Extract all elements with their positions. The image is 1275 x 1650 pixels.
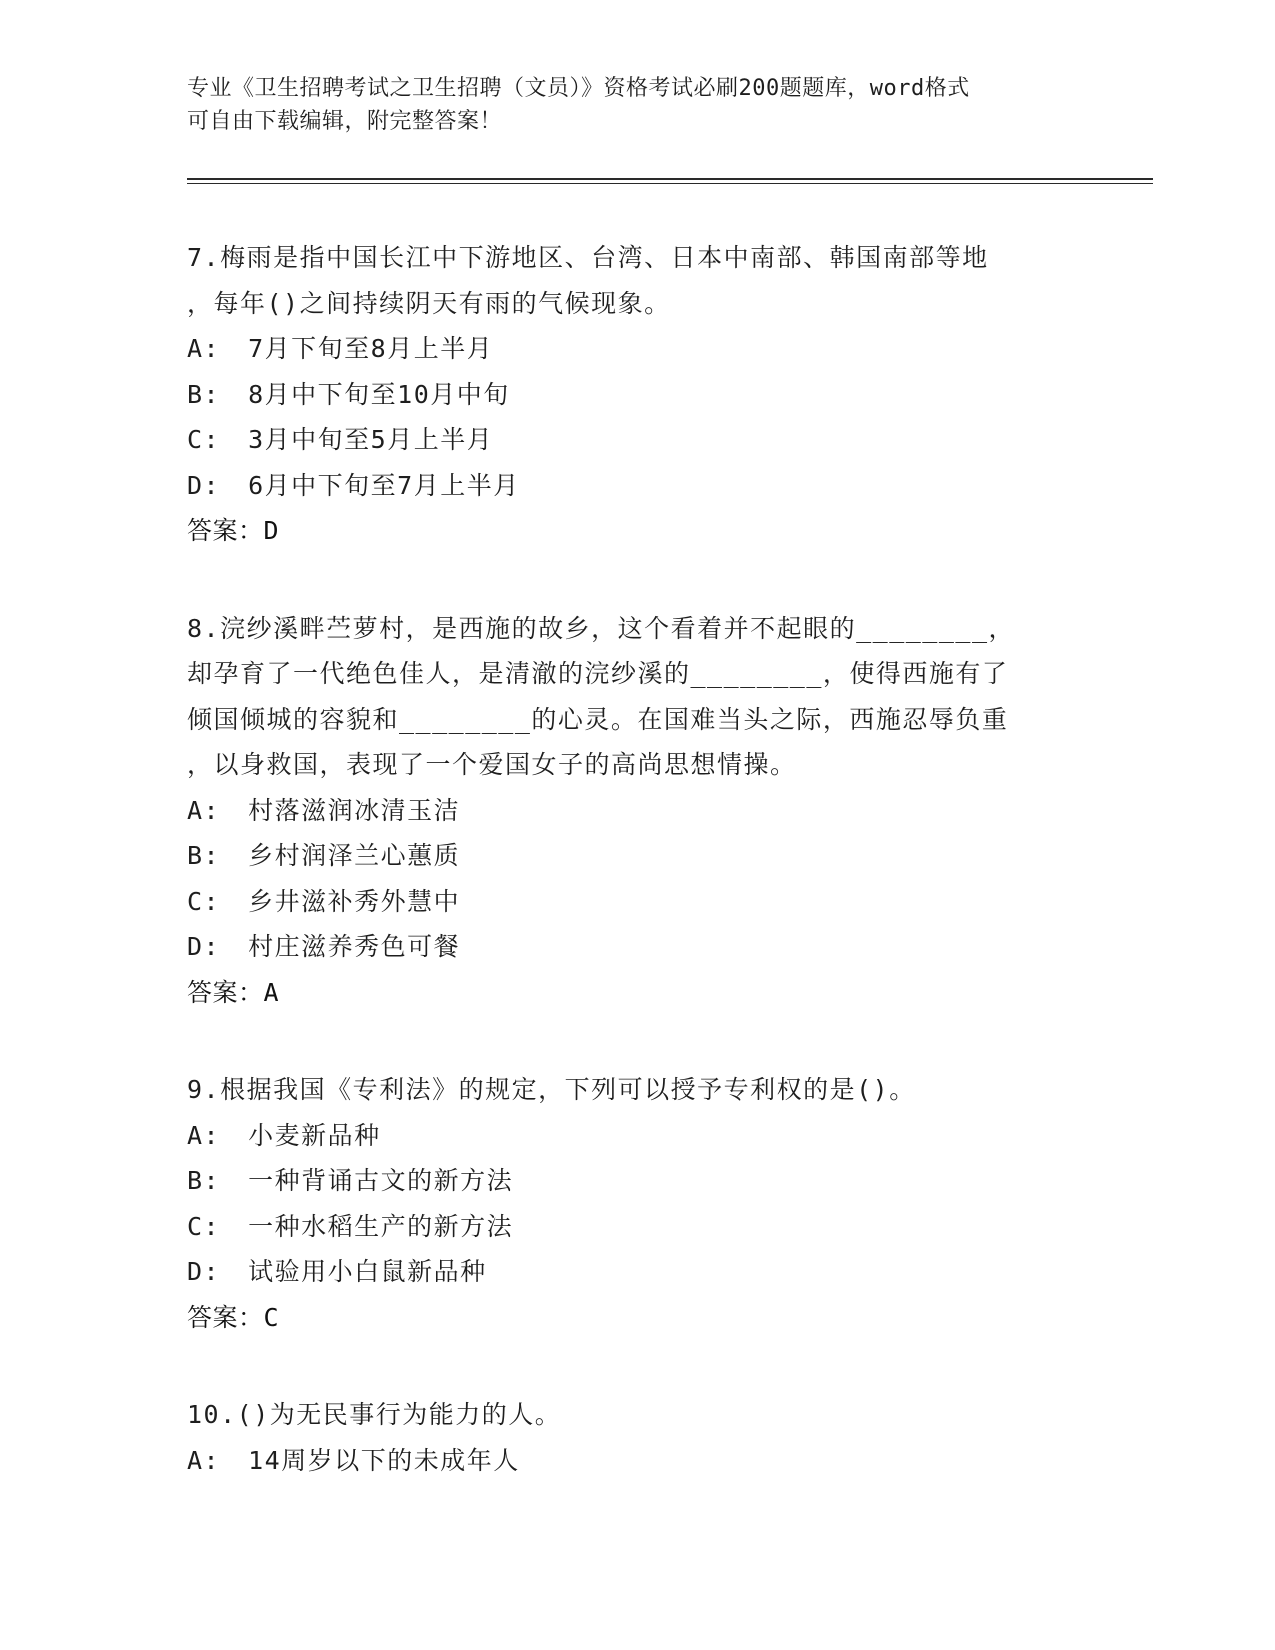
question-8 [187,606,1087,1016]
option-a [187,326,1087,372]
option-b [187,1158,1087,1204]
option-a [187,1438,1087,1484]
option-letter: B: [187,379,221,409]
answer-label: 答案： [187,516,264,545]
option-d [187,1249,1087,1295]
question-text-line: ，以身救国，表现了一个爱国女子的高尚思想情操。 [187,750,797,779]
question-text-line: 却孕育了一代绝色佳人，是清澈的浣纱溪的________，使得西施有了 [187,659,1009,688]
question-text-line: 10.()为无民事行为能力的人。 [187,1400,562,1429]
option-text: 乡村润泽兰心蕙质 [248,841,461,870]
option-text: 6月中下旬至7月上半月 [248,470,520,500]
answer-value: C [263,1302,280,1332]
option-text: 村落滋润冰清玉洁 [248,795,461,825]
document-header [187,72,1067,138]
question-text-line: 8.浣纱溪畔苎萝村，是西施的故乡，这个看着并不起眼的________， [187,613,1016,643]
question-7 [187,235,1087,554]
option-c [187,879,1087,925]
question-text-line: ，每年()之间持续阴天有雨的气候现象。 [187,288,671,318]
option-a [187,788,1087,834]
option-c [187,1204,1087,1250]
option-text: 8月中下旬至10月中旬 [248,379,510,409]
answer-line [187,970,1087,1016]
option-d [187,924,1087,970]
option-letter: C: [187,886,221,916]
option-letter: B: [187,1166,221,1195]
option-letter: C: [187,425,221,454]
answer-value: A [263,977,280,1007]
answer-line [187,1295,1087,1341]
answer-label: 答案： [187,977,264,1007]
answer-value: D [263,516,280,545]
header-divider-thin [187,183,1153,184]
option-c [187,417,1087,463]
option-letter: A: [187,1445,221,1475]
option-text: 乡井滋补秀外慧中 [248,886,461,916]
question-9 [187,1067,1087,1340]
option-letter: D: [187,932,221,961]
question-list [187,235,1087,1535]
option-text: 一种背诵古文的新方法 [248,1166,514,1195]
question-text-line: 7.梅雨是指中国长江中下游地区、台湾、日本中南部、韩国南部等地 [187,243,989,272]
question-10 [187,1392,1087,1483]
answer-line [187,508,1087,554]
option-a [187,1113,1087,1159]
option-letter: D: [187,1257,221,1286]
question-text-line: 9.根据我国《专利法》的规定，下列可以授予专利权的是()。 [187,1075,916,1104]
question-text-line: 倾国倾城的容貌和________的心灵。在国难当头之际，西施忍辱负重 [187,704,1009,734]
option-b [187,833,1087,879]
header-line-1: 专业《卫生招聘考试之卫生招聘（文员）》资格考试必刷200题题库，word格式 [187,76,970,101]
option-text: 小麦新品种 [248,1120,381,1150]
option-text: 一种水稻生产的新方法 [248,1211,514,1241]
option-letter: A: [187,1120,221,1150]
option-letter: C: [187,1211,221,1241]
option-text: 3月中旬至5月上半月 [248,425,494,454]
option-letter: A: [187,334,221,363]
option-b [187,372,1087,418]
option-letter: A: [187,795,221,825]
option-text: 村庄滋养秀色可餐 [248,932,461,961]
option-text: 14周岁以下的未成年人 [248,1445,520,1475]
option-d [187,463,1087,509]
option-text: 试验用小白鼠新品种 [248,1257,487,1286]
option-text: 7月下旬至8月上半月 [248,334,494,363]
header-line-2: 可自由下载编辑，附完整答案！ [187,109,503,134]
option-letter: B: [187,841,221,870]
header-divider-thick [187,178,1153,180]
option-letter: D: [187,470,221,500]
answer-label: 答案： [187,1302,264,1332]
